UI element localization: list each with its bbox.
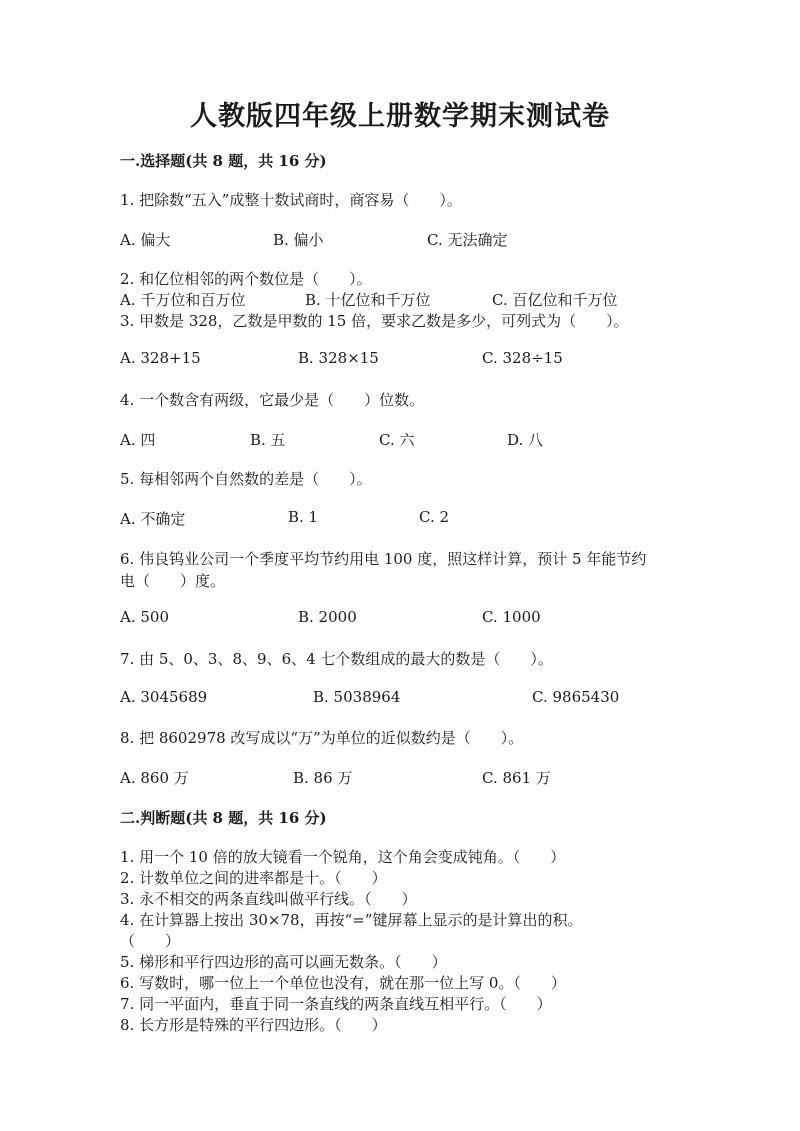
judgment-item-4-paren: （ ） [120, 932, 181, 950]
question-6-continued: 电（ ）度。 [120, 572, 226, 590]
option-b: B. 2000 [298, 608, 357, 626]
option-c: C. 百亿位和千万位 [492, 291, 618, 309]
option-a: A. 3045689 [120, 688, 208, 706]
section-heading-judgment: 二.判断题(共 8 题，共 16 分) [120, 809, 327, 827]
option-c: C. 9865430 [532, 688, 620, 706]
option-b: B. 十亿位和千万位 [305, 291, 431, 309]
option-b: B. 86 万 [293, 769, 353, 787]
option-a: A. 500 [120, 608, 169, 626]
option-d: D. 八 [507, 431, 544, 449]
option-c: C. 328÷15 [482, 349, 563, 367]
question-2: 2. 和亿位相邻的两个数位是（ ）。 [120, 270, 372, 288]
question-4: 4. 一个数含有两级，它最少是（ ）位数。 [120, 391, 425, 409]
option-a: A. 860 万 [120, 769, 189, 787]
option-a: A. 四 [120, 431, 156, 449]
option-a: A. 328+15 [120, 349, 201, 367]
question-6: 6. 伟良钨业公司一个季度平均节约用电 100 度，照这样计算，预计 5 年能节约 [120, 550, 647, 568]
judgment-item-8: 8. 长方形是特殊的平行四边形。（ ） [120, 1016, 387, 1034]
question-3: 3. 甲数是 328，乙数是甲数的 15 倍，要求乙数是多少，可列式为（ ）。 [120, 312, 629, 330]
option-c: C. 861 万 [482, 769, 551, 787]
option-a: A. 千万位和百万位 [120, 291, 246, 309]
judgment-item-2: 2. 计数单位之间的进率都是十。（ ） [120, 869, 387, 887]
option-b: B. 五 [250, 431, 286, 449]
question-7: 7. 由 5、0、3、8、9、6、4 七个数组成的最大的数是（ ）。 [120, 650, 553, 668]
question-8: 8. 把 8602978 改写成以“万”为单位的近似数约是（ ）。 [120, 729, 524, 747]
judgment-item-5: 5. 梯形和平行四边形的高可以画无数条。（ ） [120, 953, 447, 971]
judgment-item-4: 4. 在计算器上按出 30×78，再按“=”键屏幕上显示的是计算出的积。 [120, 911, 583, 929]
option-c: C. 无法确定 [427, 231, 508, 249]
option-c: C. 1000 [482, 608, 541, 626]
question-1: 1. 把除数“五入”成整十数试商时，商容易（ ）。 [120, 191, 462, 209]
section-heading-choice: 一.选择题(共 8 题，共 16 分) [120, 152, 327, 170]
option-c: C. 六 [379, 431, 415, 449]
judgment-item-1: 1. 用一个 10 倍的放大镜看一个锐角，这个角会变成钝角。（ ） [120, 848, 566, 866]
option-b: B. 5038964 [313, 688, 401, 706]
option-a: A. 偏大 [120, 231, 171, 249]
judgment-item-6: 6. 写数时，哪一位上一个单位也没有，就在那一位上写 0。（ ） [120, 974, 566, 992]
judgment-item-7: 7. 同一平面内，垂直于同一条直线的两条直线互相平行。（ ） [120, 995, 552, 1013]
option-b: B. 偏小 [273, 231, 324, 249]
judgment-item-3: 3. 永不相交的两条直线叫做平行线。（ ） [120, 890, 417, 908]
option-b: B. 328×15 [298, 349, 379, 367]
page-title: 人教版四年级上册数学期末测试卷 [190, 101, 610, 132]
option-c: C. 2 [419, 508, 450, 526]
option-b: B. 1 [288, 508, 319, 526]
option-a: A. 不确定 [120, 510, 186, 528]
question-5: 5. 每相邻两个自然数的差是（ ）。 [120, 470, 372, 488]
